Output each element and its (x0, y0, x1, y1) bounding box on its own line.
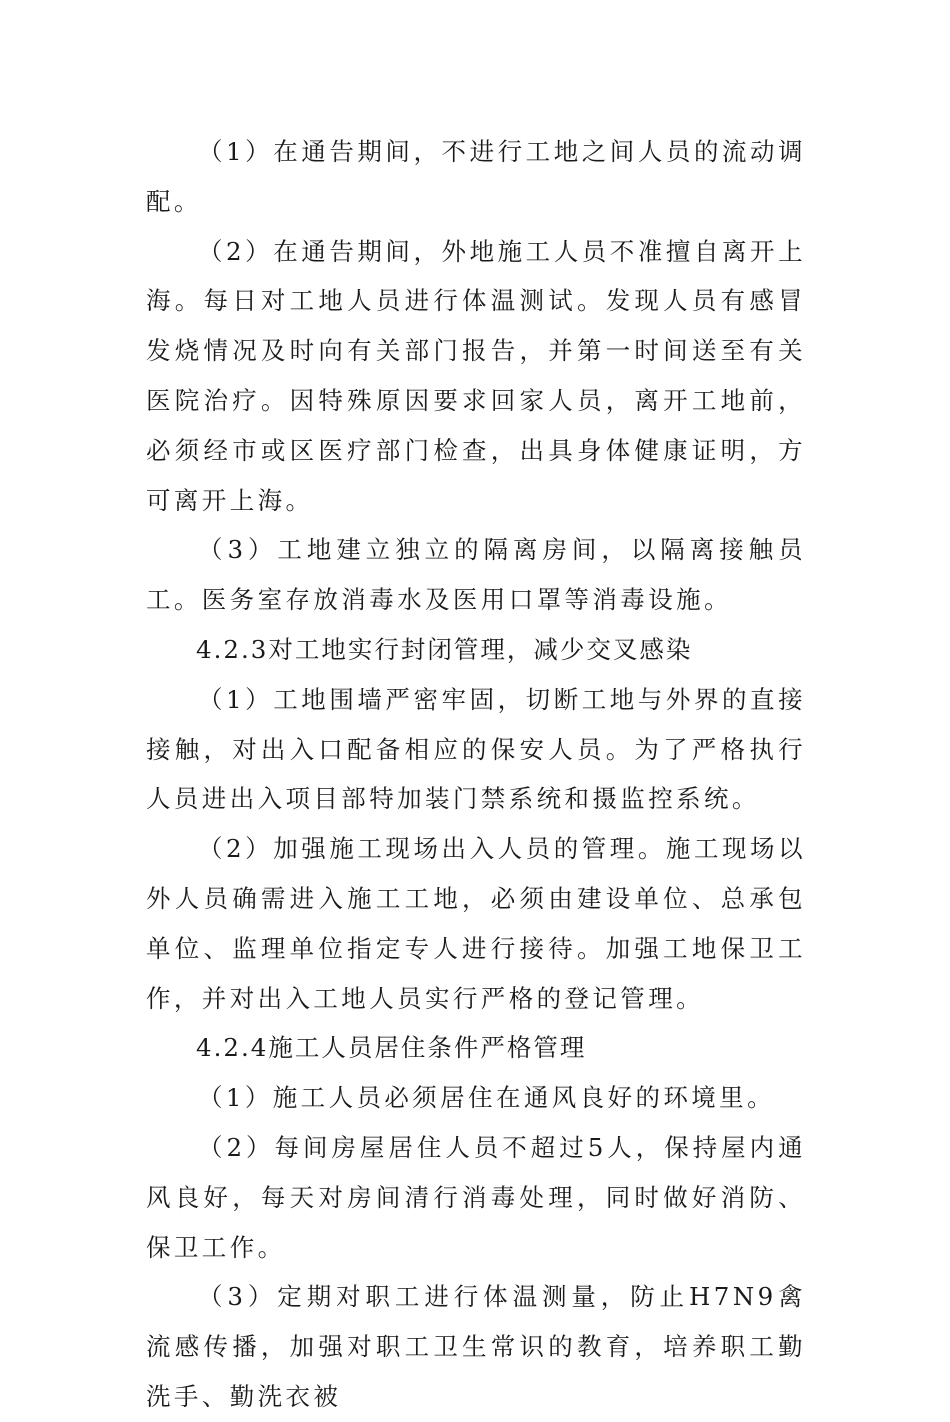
paragraph-5: （2）加强施工现场出入人员的管理。施工现场以外人员确需进入施工工地，必须由建设单位、总承包单位、监理单位指定专人进行接待。加强工地保卫工作，并对出入工地人员实行严格的登记管理。 (146, 834, 806, 1013)
paragraph-7: （2）每间房屋居住人员不超过5人，保持屋内通风良好，每天对房间清行消毒处理，同时做好消防、保卫工作。 (146, 1132, 806, 1262)
paragraph-3: （3）工地建立独立的隔离房间，以隔离接触员工。医务室存放消毒水及医用口罩等消毒设施。 (146, 535, 806, 615)
section-heading-4-2-4: 4.2.4施工人员居住条件严格管理 (196, 1033, 587, 1063)
paragraph-8: （3）定期对职工进行体温测量，防止H7N9禽流感传播，加强对职工卫生常识的教育，培养职工勤洗手、勤洗衣被 (146, 1282, 806, 1411)
paragraph-4: （1）工地围墙严密牢固，切断工地与外界的直接接触，对出入口配备相应的保安人员。为了严格执行人员进出入项目部特加装门禁系统和摄监控系统。 (146, 684, 806, 814)
document-body (146, 127, 806, 1422)
paragraph-1: （1）在通告期间，不进行工地之间人员的流动调配。 (146, 137, 806, 216)
paragraph-2: （2）在通告期间，外地施工人员不准擅自离开上海。每日对工地人员进行体温测试。发现人员有感冒发烧情况及时向有关部门报告，并第一时间送至有关医院治疗。因特殊原因要求回家人员，离开工地前，必须经市或区医疗部门检查，出具身体健康证明，方可离开上海。 (146, 236, 806, 515)
section-heading-4-2-3: 4.2.3对工地实行封闭管理，减少交叉感染 (196, 634, 693, 664)
paragraph-6: （1）施工人员必须居住在通风良好的环境里。 (198, 1083, 775, 1113)
